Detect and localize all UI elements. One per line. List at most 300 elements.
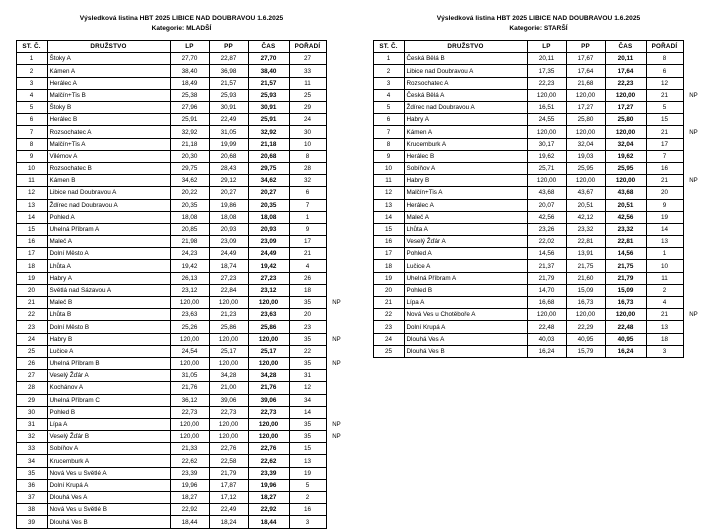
cell-lp: 30,17 bbox=[527, 138, 566, 150]
cell-place: 23 bbox=[289, 321, 326, 333]
cell-lp: 20,11 bbox=[527, 53, 566, 65]
cell-team: Ždírec nad Doubravou A bbox=[47, 199, 170, 211]
table-row bbox=[16, 333, 347, 345]
cell-time: 120,00 bbox=[248, 418, 289, 430]
cell-team: Sobíňov A bbox=[47, 443, 170, 455]
cell-time: 19,42 bbox=[248, 260, 289, 272]
cell-time: 34,62 bbox=[248, 175, 289, 187]
table-row bbox=[373, 162, 704, 174]
cell-time: 18,27 bbox=[248, 492, 289, 504]
cell-np-flag bbox=[683, 248, 704, 260]
cell-pp: 120,00 bbox=[566, 89, 605, 101]
cell-pp: 120,00 bbox=[566, 175, 605, 187]
cell-start-number: 1 bbox=[373, 53, 404, 65]
cell-np-flag bbox=[326, 236, 347, 248]
cell-lp: 21,33 bbox=[170, 443, 209, 455]
cell-pp: 21,57 bbox=[209, 77, 248, 89]
cell-lp: 24,23 bbox=[170, 248, 209, 260]
cell-team: Sobíňov A bbox=[404, 162, 527, 174]
cell-np-flag: NP bbox=[332, 433, 341, 441]
cell-place: 20 bbox=[289, 309, 326, 321]
cell-start-number: 7 bbox=[16, 126, 47, 138]
cell-place: 25 bbox=[289, 89, 326, 101]
cell-start-number: 21 bbox=[373, 297, 404, 309]
cell-place: 21 bbox=[646, 309, 683, 321]
title-block-right bbox=[437, 14, 641, 33]
table-row bbox=[16, 297, 347, 309]
cell-time: 30,91 bbox=[248, 102, 289, 114]
cell-place: 28 bbox=[289, 162, 326, 174]
cell-team: Libice nad Doubravou A bbox=[404, 65, 527, 77]
cell-lp: 20,07 bbox=[527, 199, 566, 211]
cell-team: Dlouhá Ves A bbox=[404, 333, 527, 345]
cell-np-flag: NP bbox=[689, 91, 698, 99]
cell-pp: 22,49 bbox=[209, 114, 248, 126]
cell-pp: 25,93 bbox=[209, 89, 248, 101]
cell-place: 29 bbox=[289, 102, 326, 114]
cell-place: 4 bbox=[646, 297, 683, 309]
cell-place: 33 bbox=[289, 65, 326, 77]
cell-lp: 29,75 bbox=[170, 162, 209, 174]
table-row bbox=[16, 492, 347, 504]
table-header-row bbox=[373, 41, 704, 53]
cell-time: 120,00 bbox=[248, 431, 289, 443]
cell-np-flag bbox=[326, 345, 347, 357]
cell-np-flag bbox=[326, 321, 347, 333]
cell-pp: 120,00 bbox=[566, 126, 605, 138]
cell-lp: 23,39 bbox=[170, 467, 209, 479]
table-row bbox=[16, 345, 347, 357]
cell-team: Dolní Město A bbox=[47, 248, 170, 260]
table-row bbox=[16, 102, 347, 114]
table-row bbox=[373, 248, 704, 260]
cell-start-number: 3 bbox=[16, 77, 47, 89]
cell-pp: 21,79 bbox=[209, 467, 248, 479]
cell-np-flag: NP bbox=[689, 311, 698, 319]
cell-pp: 22,81 bbox=[566, 236, 605, 248]
results-table-starsi bbox=[373, 40, 705, 358]
cell-pp: 28,43 bbox=[209, 162, 248, 174]
cell-place: 20 bbox=[646, 187, 683, 199]
cell-pp: 24,49 bbox=[209, 248, 248, 260]
cell-time: 32,92 bbox=[248, 126, 289, 138]
cell-team: Malčín+Tis A bbox=[404, 187, 527, 199]
cell-np-flag bbox=[326, 284, 347, 296]
cell-pp: 29,12 bbox=[209, 175, 248, 187]
cell-pp: 21,68 bbox=[566, 77, 605, 89]
cell-pp: 15,09 bbox=[566, 284, 605, 296]
cell-np-flag: NP bbox=[689, 128, 698, 136]
table-row bbox=[373, 211, 704, 223]
cell-start-number: 13 bbox=[16, 199, 47, 211]
cell-pp: 21,60 bbox=[566, 272, 605, 284]
table-row bbox=[16, 406, 347, 418]
table-row bbox=[16, 431, 347, 443]
cell-start-number: 13 bbox=[373, 199, 404, 211]
table-row bbox=[373, 65, 704, 77]
cell-lp: 20,30 bbox=[170, 150, 209, 162]
cell-lp: 120,00 bbox=[170, 418, 209, 430]
cell-start-number: 16 bbox=[16, 236, 47, 248]
cell-team: Dlouhá Ves B bbox=[47, 516, 170, 528]
cell-lp: 43,68 bbox=[527, 187, 566, 199]
table-row bbox=[373, 236, 704, 248]
cell-pp: 18,74 bbox=[209, 260, 248, 272]
cell-place: 35 bbox=[289, 431, 326, 443]
cell-team: Česká Bělá B bbox=[404, 53, 527, 65]
table-row bbox=[16, 114, 347, 126]
cell-time: 22,48 bbox=[605, 321, 646, 333]
cell-place: 10 bbox=[289, 138, 326, 150]
cell-team: Štoky A bbox=[47, 53, 170, 65]
table-row bbox=[16, 187, 347, 199]
cell-start-number: 15 bbox=[16, 223, 47, 235]
cell-start-number: 6 bbox=[16, 114, 47, 126]
cell-np-flag bbox=[326, 150, 347, 162]
cell-team: Pohled A bbox=[404, 248, 527, 260]
cell-time: 20,51 bbox=[605, 199, 646, 211]
cell-np-flag bbox=[683, 77, 704, 89]
cell-np-flag bbox=[683, 333, 704, 345]
cell-np-flag bbox=[683, 260, 704, 272]
cell-lp: 22,92 bbox=[170, 504, 209, 516]
cell-time: 25,93 bbox=[248, 89, 289, 101]
cell-lp: 18,27 bbox=[170, 492, 209, 504]
cell-time: 23,09 bbox=[248, 236, 289, 248]
cell-start-number: 37 bbox=[16, 492, 47, 504]
cell-np-flag bbox=[326, 516, 347, 528]
cell-pp: 17,64 bbox=[566, 65, 605, 77]
cell-start-number: 27 bbox=[16, 370, 47, 382]
cell-team: Krucemburk A bbox=[47, 455, 170, 467]
cell-start-number: 24 bbox=[16, 333, 47, 345]
cell-time: 23,63 bbox=[248, 309, 289, 321]
cell-lp: 22,48 bbox=[527, 321, 566, 333]
cell-place: 8 bbox=[646, 53, 683, 65]
cell-np-flag bbox=[326, 272, 347, 284]
cell-start-number: 21 bbox=[16, 297, 47, 309]
table-row bbox=[373, 260, 704, 272]
cell-start-number: 23 bbox=[373, 321, 404, 333]
cell-start-number: 3 bbox=[373, 77, 404, 89]
cell-team: Pohled B bbox=[404, 284, 527, 296]
table-row bbox=[16, 455, 347, 467]
cell-pp: 23,09 bbox=[209, 236, 248, 248]
cell-np-flag bbox=[683, 114, 704, 126]
cell-time: 18,44 bbox=[248, 516, 289, 528]
cell-time: 40,95 bbox=[605, 333, 646, 345]
table-row bbox=[16, 467, 347, 479]
cell-np-flag bbox=[326, 223, 347, 235]
cell-start-number: 18 bbox=[373, 260, 404, 272]
cell-start-number: 18 bbox=[16, 260, 47, 272]
cell-team: Veselý Žďár A bbox=[404, 236, 527, 248]
cell-start-number: 20 bbox=[16, 284, 47, 296]
cell-start-number: 39 bbox=[16, 516, 47, 528]
cell-pp: 22,73 bbox=[209, 406, 248, 418]
cell-time: 25,17 bbox=[248, 345, 289, 357]
cell-place: 12 bbox=[646, 77, 683, 89]
table-body-left bbox=[16, 53, 347, 528]
cell-time: 20,27 bbox=[248, 187, 289, 199]
cell-place: 31 bbox=[289, 370, 326, 382]
cell-team: Kámen B bbox=[47, 175, 170, 187]
cell-pp: 18,24 bbox=[209, 516, 248, 528]
cell-lp: 21,37 bbox=[527, 260, 566, 272]
cell-lp: 21,76 bbox=[170, 382, 209, 394]
table-row bbox=[16, 199, 347, 211]
cell-pp: 22,29 bbox=[566, 321, 605, 333]
cell-np-flag: NP bbox=[332, 421, 341, 428]
cell-team: Nová Ves u Světlé B bbox=[47, 504, 170, 516]
column-header-time: ČAS bbox=[605, 41, 646, 53]
cell-team: Uhelná Příbram C bbox=[47, 394, 170, 406]
cell-time: 21,75 bbox=[605, 260, 646, 272]
cell-lp: 20,85 bbox=[170, 223, 209, 235]
cell-start-number: 1 bbox=[16, 53, 47, 65]
table-row bbox=[373, 284, 704, 296]
table-row bbox=[373, 175, 704, 187]
table-row bbox=[16, 126, 347, 138]
cell-time: 20,11 bbox=[605, 53, 646, 65]
cell-np-flag bbox=[326, 406, 347, 418]
cell-np-flag bbox=[326, 382, 347, 394]
cell-start-number: 11 bbox=[373, 175, 404, 187]
table-row bbox=[16, 516, 347, 528]
cell-pp: 22,87 bbox=[209, 53, 248, 65]
cell-lp: 26,13 bbox=[170, 272, 209, 284]
cell-start-number: 30 bbox=[16, 406, 47, 418]
cell-np-flag bbox=[326, 211, 347, 223]
table-row bbox=[16, 175, 347, 187]
column-header-start-number: ST. Č. bbox=[16, 41, 47, 53]
cell-lp: 14,56 bbox=[527, 248, 566, 260]
cell-pp: 17,67 bbox=[566, 53, 605, 65]
table-row bbox=[16, 260, 347, 272]
cell-time: 22,81 bbox=[605, 236, 646, 248]
cell-pp: 32,04 bbox=[566, 138, 605, 150]
cell-team: Uhelná Příbram B bbox=[47, 357, 170, 369]
cell-np-flag bbox=[683, 272, 704, 284]
cell-place: 18 bbox=[289, 284, 326, 296]
cell-pp: 30,91 bbox=[209, 102, 248, 114]
cell-place: 24 bbox=[289, 114, 326, 126]
cell-team: Habry B bbox=[404, 175, 527, 187]
cell-place: 16 bbox=[646, 162, 683, 174]
cell-np-flag bbox=[326, 309, 347, 321]
table-row bbox=[373, 297, 704, 309]
cell-start-number: 14 bbox=[373, 211, 404, 223]
cell-start-number: 25 bbox=[373, 345, 404, 357]
cell-pp: 15,79 bbox=[566, 345, 605, 357]
cell-pp: 36,98 bbox=[209, 65, 248, 77]
cell-time: 120,00 bbox=[248, 297, 289, 309]
cell-pp: 20,68 bbox=[209, 150, 248, 162]
cell-start-number: 28 bbox=[16, 382, 47, 394]
cell-start-number: 15 bbox=[373, 223, 404, 235]
cell-lp: 21,98 bbox=[170, 236, 209, 248]
cell-place: 35 bbox=[289, 297, 326, 309]
cell-pp: 120,00 bbox=[209, 297, 248, 309]
cell-pp: 22,49 bbox=[209, 504, 248, 516]
cell-start-number: 38 bbox=[16, 504, 47, 516]
cell-lp: 19,96 bbox=[170, 479, 209, 491]
table-row bbox=[16, 382, 347, 394]
cell-pp: 25,95 bbox=[566, 162, 605, 174]
cell-time: 22,76 bbox=[248, 443, 289, 455]
cell-time: 17,64 bbox=[605, 65, 646, 77]
cell-time: 25,80 bbox=[605, 114, 646, 126]
cell-team: Nová Ves u Chotěboře A bbox=[404, 309, 527, 321]
cell-start-number: 36 bbox=[16, 479, 47, 491]
cell-np-flag bbox=[326, 162, 347, 174]
cell-start-number: 10 bbox=[16, 162, 47, 174]
cell-lp: 40,03 bbox=[527, 333, 566, 345]
cell-start-number: 25 bbox=[16, 345, 47, 357]
cell-pp: 31,05 bbox=[209, 126, 248, 138]
cell-time: 39,06 bbox=[248, 394, 289, 406]
column-header-np bbox=[683, 41, 704, 53]
cell-lp: 120,00 bbox=[527, 175, 566, 187]
table-row bbox=[16, 357, 347, 369]
cell-lp: 32,92 bbox=[170, 126, 209, 138]
cell-team: Herálec B bbox=[47, 114, 170, 126]
cell-time: 120,00 bbox=[248, 357, 289, 369]
table-row bbox=[16, 418, 347, 430]
table-row bbox=[16, 77, 347, 89]
cell-pp: 17,87 bbox=[209, 479, 248, 491]
cell-lp: 25,91 bbox=[170, 114, 209, 126]
cell-time: 120,00 bbox=[605, 175, 646, 187]
table-row bbox=[16, 321, 347, 333]
cell-lp: 36,12 bbox=[170, 394, 209, 406]
cell-start-number: 22 bbox=[373, 309, 404, 321]
table-row bbox=[16, 211, 347, 223]
cell-time: 120,00 bbox=[605, 126, 646, 138]
column-header-team: DRUŽSTVO bbox=[404, 41, 527, 53]
cell-team: Maleč A bbox=[404, 211, 527, 223]
cell-time: 22,92 bbox=[248, 504, 289, 516]
cell-lp: 27,70 bbox=[170, 53, 209, 65]
cell-pp: 43,67 bbox=[566, 187, 605, 199]
cell-pp: 25,80 bbox=[566, 114, 605, 126]
cell-time: 22,23 bbox=[605, 77, 646, 89]
cell-team: Kámen A bbox=[404, 126, 527, 138]
cell-pp: 20,93 bbox=[209, 223, 248, 235]
cell-start-number: 7 bbox=[373, 126, 404, 138]
cell-team: Dolní Město B bbox=[47, 321, 170, 333]
cell-lp: 18,49 bbox=[170, 77, 209, 89]
cell-np-flag bbox=[683, 211, 704, 223]
cell-start-number: 35 bbox=[16, 467, 47, 479]
cell-time: 120,00 bbox=[605, 309, 646, 321]
cell-lp: 31,05 bbox=[170, 370, 209, 382]
cell-time: 27,70 bbox=[248, 53, 289, 65]
cell-pp: 120,00 bbox=[209, 418, 248, 430]
cell-start-number: 8 bbox=[16, 138, 47, 150]
cell-team: Libice nad Doubravou A bbox=[47, 187, 170, 199]
cell-start-number: 5 bbox=[373, 102, 404, 114]
cell-time: 25,95 bbox=[605, 162, 646, 174]
cell-place: 14 bbox=[289, 406, 326, 418]
cell-time: 42,56 bbox=[605, 211, 646, 223]
cell-lp: 14,70 bbox=[527, 284, 566, 296]
cell-lp: 22,23 bbox=[527, 77, 566, 89]
cell-time: 17,27 bbox=[605, 102, 646, 114]
table-row bbox=[373, 126, 704, 138]
cell-pp: 19,99 bbox=[209, 138, 248, 150]
cell-pp: 25,86 bbox=[209, 321, 248, 333]
cell-place: 18 bbox=[646, 333, 683, 345]
cell-place: 11 bbox=[289, 77, 326, 89]
cell-np-flag bbox=[683, 102, 704, 114]
cell-pp: 40,95 bbox=[566, 333, 605, 345]
cell-team: Dolní Krupá A bbox=[404, 321, 527, 333]
cell-time: 22,73 bbox=[248, 406, 289, 418]
cell-time: 22,62 bbox=[248, 455, 289, 467]
cell-team: Ždírec nad Doubravou A bbox=[404, 102, 527, 114]
cell-np-flag: NP bbox=[332, 360, 341, 368]
cell-team: Herálec A bbox=[404, 199, 527, 211]
cell-start-number: 33 bbox=[16, 443, 47, 455]
table-row bbox=[373, 77, 704, 89]
cell-np-flag bbox=[326, 370, 347, 382]
cell-start-number: 6 bbox=[373, 114, 404, 126]
cell-place: 7 bbox=[646, 150, 683, 162]
cell-team: Kochánov A bbox=[47, 382, 170, 394]
column-header-start-number: ST. Č. bbox=[373, 41, 404, 53]
table-head-right bbox=[373, 41, 704, 53]
cell-lp: 120,00 bbox=[170, 333, 209, 345]
table-row bbox=[373, 321, 704, 333]
cell-np-flag bbox=[326, 443, 347, 455]
cell-place: 14 bbox=[646, 223, 683, 235]
cell-pp: 23,32 bbox=[566, 223, 605, 235]
table-row bbox=[16, 138, 347, 150]
cell-start-number: 8 bbox=[373, 138, 404, 150]
cell-lp: 25,38 bbox=[170, 89, 209, 101]
cell-np-flag bbox=[326, 479, 347, 491]
cell-lp: 25,26 bbox=[170, 321, 209, 333]
cell-start-number: 20 bbox=[373, 284, 404, 296]
cell-lp: 19,42 bbox=[170, 260, 209, 272]
table-row bbox=[16, 236, 347, 248]
cell-team: Dolní Krupá A bbox=[47, 479, 170, 491]
cell-time: 25,86 bbox=[248, 321, 289, 333]
results-table-mladsi bbox=[16, 40, 348, 529]
cell-np-flag: NP bbox=[689, 177, 698, 185]
cell-time: 20,93 bbox=[248, 223, 289, 235]
cell-start-number: 17 bbox=[373, 248, 404, 260]
cell-place: 9 bbox=[289, 223, 326, 235]
cell-time: 21,79 bbox=[605, 272, 646, 284]
cell-np-flag bbox=[326, 187, 347, 199]
cell-place: 3 bbox=[646, 345, 683, 357]
column-header-place: POŘADÍ bbox=[646, 41, 683, 53]
cell-place: 15 bbox=[646, 114, 683, 126]
cell-np-flag bbox=[326, 89, 347, 101]
table-row bbox=[16, 53, 347, 65]
cell-time: 120,00 bbox=[248, 333, 289, 345]
cell-place: 26 bbox=[289, 272, 326, 284]
cell-time: 14,56 bbox=[605, 248, 646, 260]
category-subtitle-left: Kategorie: MLADŠÍ bbox=[151, 24, 212, 32]
cell-place: 5 bbox=[646, 102, 683, 114]
table-row bbox=[373, 138, 704, 150]
cell-time: 16,24 bbox=[605, 345, 646, 357]
cell-pp: 22,84 bbox=[209, 284, 248, 296]
cell-place: 13 bbox=[646, 236, 683, 248]
